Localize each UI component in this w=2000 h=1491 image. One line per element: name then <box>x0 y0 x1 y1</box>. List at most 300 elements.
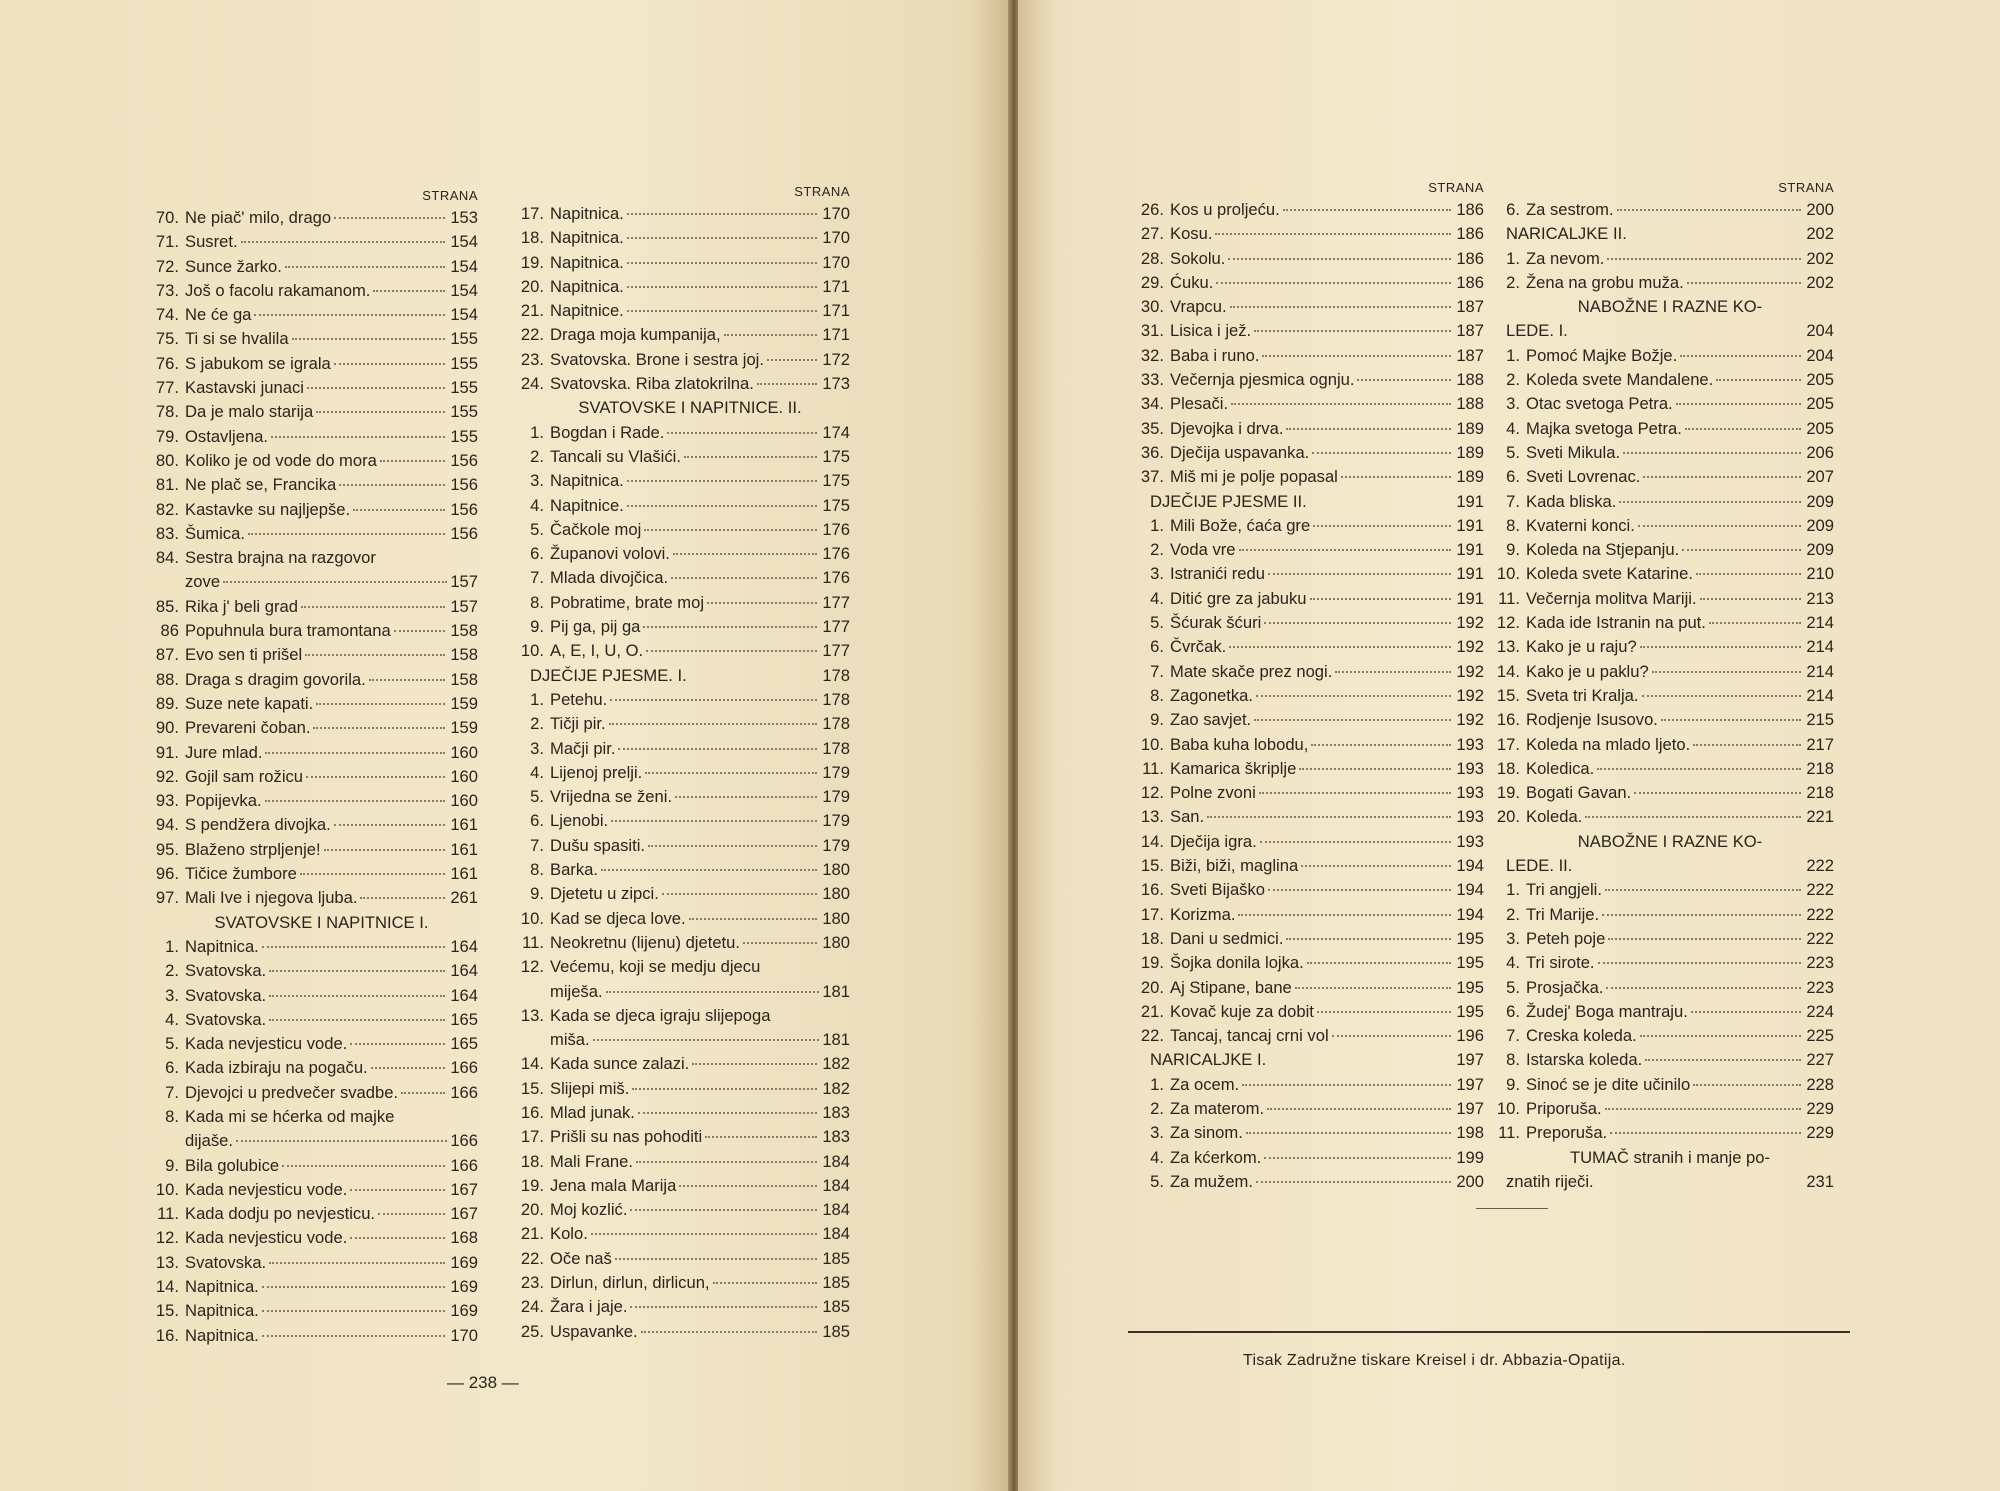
entry-number: 2. <box>165 961 179 981</box>
page-ref: 171 <box>822 301 850 321</box>
toc-entry <box>1130 733 1484 757</box>
entry-number: 5. <box>1506 442 1520 462</box>
entry-number: 33. <box>1140 370 1164 390</box>
leader-dots <box>1691 1011 1801 1013</box>
toc-entry <box>510 1271 850 1295</box>
page-ref: 223 <box>1806 977 1834 997</box>
toc-entry <box>1130 441 1484 465</box>
page-ref: 176 <box>822 519 850 539</box>
toc-entry <box>1130 538 1484 562</box>
toc-entry <box>1486 1121 1834 1145</box>
page-ref: 192 <box>1456 613 1484 633</box>
toc-entry <box>1486 611 1834 635</box>
page-ref: 202 <box>1806 224 1834 244</box>
entry-number: 8. <box>1506 515 1520 535</box>
leader-dots <box>615 1258 817 1260</box>
section-heading-text: DJEČIJE PJESME II. <box>1150 491 1307 511</box>
leader-dots <box>1264 622 1451 624</box>
leader-dots <box>611 820 817 822</box>
entry-number: 11. <box>522 932 544 952</box>
entry-title: Gojil sam rožicu <box>185 766 304 786</box>
page-ref: 166 <box>450 1082 478 1102</box>
entry-number: 7. <box>165 1082 179 1102</box>
entry-number: 7. <box>530 835 544 855</box>
page-ref: 170 <box>822 252 850 272</box>
entry-number: 11. <box>1498 588 1520 608</box>
page-ref: 154 <box>450 232 478 252</box>
leader-dots <box>1299 768 1451 770</box>
toc-entry <box>1486 1024 1834 1048</box>
leader-dots <box>313 727 445 729</box>
section-heading-text: NARICALJKE I. <box>1150 1050 1267 1070</box>
entry-title: Napitnica. <box>185 1277 259 1297</box>
entry-title: Evo sen ti prišel <box>185 645 303 665</box>
entry-title: Suze nete kapati. <box>185 693 314 713</box>
section-heading <box>1130 490 1484 514</box>
entry-number: 7. <box>1506 1026 1520 1046</box>
page-ref: 197 <box>1456 1050 1484 1070</box>
page-ref: 183 <box>822 1102 850 1122</box>
toc-entry <box>145 279 478 303</box>
entry-title: Ne će ga <box>185 305 252 325</box>
page-ref: 192 <box>1456 710 1484 730</box>
entry-title: Sveti Mikula. <box>1526 442 1621 462</box>
toc-entry <box>1130 198 1484 222</box>
entry-title: Plesači. <box>1170 394 1229 414</box>
toc-entry <box>1130 271 1484 295</box>
toc-entry <box>1130 684 1484 708</box>
entry-number: 2. <box>1506 272 1520 292</box>
entry-title: Otac svetoga Petra. <box>1526 394 1673 414</box>
toc-entry <box>1130 587 1484 611</box>
page-ref: 177 <box>822 592 850 612</box>
page-ref: 205 <box>1806 394 1834 414</box>
entry-title: Većemu, koji se medju djecu <box>550 957 761 977</box>
entry-title: Bogdan i Rade. <box>550 422 665 442</box>
section-heading-cont <box>1486 319 1834 343</box>
leader-dots <box>627 213 817 215</box>
toc-entry <box>1486 733 1834 757</box>
entry-number: 9. <box>1506 540 1520 560</box>
toc-entry <box>1130 344 1484 368</box>
entry-number: 19. <box>1140 953 1164 973</box>
toc-entry <box>1130 1146 1484 1170</box>
page-ref: 159 <box>450 718 478 738</box>
entry-number: 4. <box>530 762 544 782</box>
entry-title: Dirlun, dirlun, dirlicun, <box>550 1273 710 1293</box>
leader-dots <box>248 533 445 535</box>
toc-entry <box>1486 514 1834 538</box>
entry-number: 11. <box>1142 758 1164 778</box>
entry-title: Kada ide Istranin na put. <box>1526 613 1706 633</box>
entry-title: Kamarica škriplje <box>1170 758 1297 778</box>
leader-dots <box>1313 525 1451 527</box>
leader-dots <box>1645 1059 1801 1061</box>
page-ref: 187 <box>1456 321 1484 341</box>
toc-entry <box>510 348 850 372</box>
page-ref: 209 <box>1806 515 1834 535</box>
toc-entry <box>1486 417 1834 441</box>
entry-number: 20. <box>1140 977 1164 997</box>
toc-entry <box>510 1101 850 1125</box>
page-ref: 186 <box>1456 248 1484 268</box>
entry-number: 5. <box>1150 613 1164 633</box>
leader-dots <box>1311 744 1451 746</box>
leader-dots <box>371 1067 445 1069</box>
entry-title: Ostavljena. <box>185 426 269 446</box>
entry-title: Sunce žarko. <box>185 256 282 276</box>
page-ref: 183 <box>822 1127 850 1147</box>
entry-title: Čačkole moj <box>550 519 642 539</box>
entry-title: Napitnice. <box>550 301 624 321</box>
leader-dots <box>1638 525 1801 527</box>
toc-column-1 <box>145 188 478 1348</box>
page-ref: 164 <box>450 985 478 1005</box>
entry-title: Napitnica. <box>550 471 624 491</box>
page-ref: 159 <box>450 693 478 713</box>
entry-title: Bogati Gavan. <box>1526 783 1632 803</box>
entry-title: Popijevka. <box>185 791 262 811</box>
entry-number: 6. <box>1150 637 1164 657</box>
leader-dots <box>1238 914 1451 916</box>
toc-entry <box>1486 927 1834 951</box>
page-ref: 224 <box>1806 1001 1834 1021</box>
section-heading-text: NARICALJKE II. <box>1506 224 1627 244</box>
leader-dots <box>1619 501 1801 503</box>
entry-title: Kada izbiraju na pogaču. <box>185 1058 368 1078</box>
entry-number: 2. <box>1150 1098 1164 1118</box>
toc-entry <box>1130 417 1484 441</box>
leader-dots <box>1696 573 1801 575</box>
entry-number: 4. <box>1506 953 1520 973</box>
entry-number: 5. <box>1506 977 1520 997</box>
page-ref: 188 <box>1456 394 1484 414</box>
toc-entry <box>1130 708 1484 732</box>
page-ref: 169 <box>450 1301 478 1321</box>
entry-number: 1. <box>1150 515 1164 535</box>
page-ref: 186 <box>1456 272 1484 292</box>
page-ref: 158 <box>450 669 478 689</box>
entry-number: 18. <box>520 1151 544 1171</box>
toc-entry <box>510 1125 850 1149</box>
entry-title: Za ocem. <box>1170 1074 1240 1094</box>
page-ref: 154 <box>450 256 478 276</box>
entry-title: Mili Bože, ćaća gre <box>1170 515 1311 535</box>
entry-title: Jena mala Marija <box>550 1175 677 1195</box>
entry-title: Napitnice. <box>550 495 624 515</box>
leader-dots <box>1307 962 1451 964</box>
leader-dots <box>269 995 445 997</box>
entry-title: Kada dodju po nevjesticu. <box>185 1204 376 1224</box>
leader-dots <box>334 363 445 365</box>
page-ref: 164 <box>450 961 478 981</box>
toc-entry <box>145 376 478 400</box>
entry-title: Napitnica. <box>550 228 624 248</box>
entry-number: 28. <box>1140 248 1164 268</box>
leader-dots <box>282 1165 445 1167</box>
page-ref: 156 <box>450 499 478 519</box>
entry-title: Svatovska. Riba zlatokrilna. <box>550 374 754 394</box>
page-ref: 165 <box>450 1034 478 1054</box>
entry-title: Djetetu u zipci. <box>550 884 659 904</box>
entry-title: Napitnica. <box>550 252 624 272</box>
page-ref: 177 <box>822 617 850 637</box>
entry-number: 95. <box>155 839 179 859</box>
page-ref: 172 <box>822 349 850 369</box>
entry-number: 24. <box>520 1297 544 1317</box>
entry-title: Kvaterni konci. <box>1526 515 1635 535</box>
entry-number: 3. <box>1506 928 1520 948</box>
entry-title: Napitnica. <box>550 204 624 223</box>
page-ref: 207 <box>1806 467 1834 487</box>
leader-dots <box>1685 428 1801 430</box>
toc-entry <box>510 737 850 761</box>
entry-title: Ćuku. <box>1170 272 1214 292</box>
toc-entry <box>510 591 850 615</box>
page-ref: 171 <box>822 325 850 345</box>
toc-entry <box>145 1008 478 1032</box>
leader-dots <box>606 991 820 993</box>
page-ref: 185 <box>822 1273 850 1293</box>
toc-entry <box>510 931 850 955</box>
entry-number: 4. <box>1506 418 1520 438</box>
page-ref: 218 <box>1806 758 1834 778</box>
toc-column-3 <box>1130 180 1484 1194</box>
leader-dots <box>265 800 445 802</box>
toc-entry <box>145 1299 478 1323</box>
page-ref: 181 <box>822 1030 850 1050</box>
page-ref: 202 <box>1806 248 1834 268</box>
page-ref: 157 <box>450 596 478 616</box>
entry-number: 77. <box>155 378 179 398</box>
page-ref: 164 <box>450 936 478 956</box>
entry-number: 12. <box>1140 783 1164 803</box>
leader-dots <box>1693 744 1801 746</box>
page-ref: 178 <box>822 665 850 685</box>
section-heading: SVATOVSKE I NAPITNICE I. <box>214 912 429 932</box>
leader-dots <box>630 1209 817 1211</box>
page-ref: 184 <box>822 1200 850 1220</box>
toc-entry-cont <box>510 1028 850 1052</box>
page-ref: 221 <box>1806 807 1834 827</box>
page-ref: 227 <box>1806 1050 1834 1070</box>
entry-title: Pij ga, pij ga <box>550 617 641 637</box>
leader-dots <box>609 723 817 725</box>
entry-title: Dani u sedmici. <box>1170 928 1284 948</box>
entry-title: Vrijedna se ženi. <box>550 787 673 807</box>
leader-dots <box>269 970 445 972</box>
leader-dots <box>1242 1084 1451 1086</box>
entry-number: 1. <box>1506 248 1520 268</box>
entry-number: 20. <box>520 1200 544 1220</box>
toc-entry <box>145 741 478 765</box>
toc-entry <box>510 785 850 809</box>
entry-number: 84. <box>155 548 179 568</box>
entry-title: Svatovska. <box>185 1009 267 1029</box>
entry-title: Kolo. <box>550 1224 588 1244</box>
leader-dots <box>662 893 817 895</box>
entry-number: 13. <box>155 1252 179 1272</box>
leader-dots <box>1623 452 1801 454</box>
page-ref: 222 <box>1806 856 1834 876</box>
entry-title: Lijenoj prelji. <box>550 762 643 782</box>
toc-entry <box>145 1178 478 1202</box>
toc-entry <box>1130 878 1484 902</box>
entry-title: Žena na grobu muža. <box>1526 272 1684 292</box>
toc-entry <box>145 327 478 351</box>
entry-number: 7. <box>1506 491 1520 511</box>
entry-title: Svatovska. <box>185 985 267 1005</box>
page-ref: 191 <box>1456 515 1484 535</box>
leader-dots <box>627 310 817 312</box>
leader-dots <box>627 505 817 507</box>
entry-title: Večernja molitva Mariji. <box>1526 588 1697 608</box>
page-ref: 215 <box>1806 710 1834 730</box>
entry-number: 10. <box>520 641 544 661</box>
leader-dots <box>1231 403 1451 405</box>
toc-entry <box>1130 1170 1484 1194</box>
entry-title: Korizma. <box>1170 904 1236 924</box>
entry-number: 78. <box>155 402 179 422</box>
toc-entry <box>145 789 478 813</box>
toc-entry <box>510 907 850 931</box>
leader-dots <box>324 849 445 851</box>
toc-entry <box>145 886 478 910</box>
entry-number: 3. <box>1150 1123 1164 1143</box>
leader-dots <box>262 946 445 948</box>
entry-number: 3. <box>530 738 544 758</box>
toc-entry <box>145 1202 478 1226</box>
entry-number: 37. <box>1140 467 1164 487</box>
entry-title: Voda vre <box>1170 540 1236 560</box>
toc-entry <box>145 1226 478 1250</box>
leader-dots <box>1254 719 1451 721</box>
leader-dots <box>350 1189 445 1191</box>
entry-title: Koledica. <box>1526 758 1595 778</box>
entry-number: 13. <box>1140 807 1164 827</box>
leader-dots <box>1335 671 1451 673</box>
entry-title-cont: miješa. <box>550 981 603 1001</box>
page-ref: 213 <box>1806 588 1834 608</box>
entry-number: 79. <box>155 426 179 446</box>
leader-dots <box>1606 987 1801 989</box>
toc-entry-cont <box>145 1129 478 1153</box>
toc-entry <box>1486 490 1834 514</box>
entry-title: Svatovska. <box>185 961 267 981</box>
leader-dots <box>713 1282 817 1284</box>
entry-title: Petehu. <box>550 689 608 709</box>
page-ref: 200 <box>1806 200 1834 219</box>
leader-dots <box>378 1213 445 1215</box>
entry-title: S jabukom se igrala <box>185 353 331 373</box>
entry-title: Sinoć se je dite učinilo <box>1526 1074 1691 1094</box>
toc-entry <box>1130 757 1484 781</box>
page-ref: 161 <box>450 839 478 859</box>
entry-number: 22. <box>520 1248 544 1268</box>
page-ref: 214 <box>1806 637 1834 657</box>
toc-entry <box>1486 271 1834 295</box>
entry-number: 75. <box>155 329 179 349</box>
toc-entry <box>145 449 478 473</box>
entry-number: 83. <box>155 523 179 543</box>
leader-dots <box>1259 792 1451 794</box>
leader-dots <box>1286 428 1451 430</box>
entry-number: 8. <box>530 592 544 612</box>
entry-title: Kos u proljeću. <box>1170 200 1280 219</box>
leader-dots <box>743 942 817 944</box>
page-ref: 167 <box>450 1179 478 1199</box>
toc-entry <box>1486 538 1834 562</box>
entry-title: Pobratime, brate moj <box>550 592 705 612</box>
entry-title: Napitnica. <box>185 1301 259 1321</box>
page-ref: 195 <box>1456 977 1484 997</box>
toc-entry <box>1486 903 1834 927</box>
page-ref: 160 <box>450 742 478 762</box>
column-header: STRANA <box>794 184 850 199</box>
leader-dots <box>262 1310 445 1312</box>
page-ref: 195 <box>1456 953 1484 973</box>
leader-dots <box>671 577 817 579</box>
toc-entry <box>510 226 850 250</box>
entry-title: Blaženo strpljenje! <box>185 839 321 859</box>
leader-dots <box>1598 962 1801 964</box>
entry-title: Tri Marije. <box>1526 904 1600 924</box>
page-ref: 218 <box>1806 783 1834 803</box>
toc-entry <box>1130 951 1484 975</box>
leader-dots <box>1268 889 1451 891</box>
entry-number: 10. <box>1496 564 1520 584</box>
page-ref: 157 <box>450 572 478 592</box>
leader-dots <box>353 509 445 511</box>
toc-entry <box>145 546 478 570</box>
page-ref: 198 <box>1456 1123 1484 1143</box>
entry-number: 20. <box>520 276 544 296</box>
page-ref: 214 <box>1806 661 1834 681</box>
entry-title: Dušu spasiti. <box>550 835 645 855</box>
entry-title: Popuhnula bura tramontana <box>185 621 391 641</box>
entry-number: 2. <box>1506 904 1520 924</box>
toc-entry <box>510 1150 850 1174</box>
entry-title: Uspavanke. <box>550 1321 638 1341</box>
page-ref: 210 <box>1806 564 1834 584</box>
toc-entry <box>510 275 850 299</box>
leader-dots <box>350 1043 445 1045</box>
toc-entry <box>510 882 850 906</box>
toc-entry <box>145 303 478 327</box>
page-ref: 188 <box>1456 370 1484 390</box>
page-ref: 202 <box>1806 272 1834 292</box>
page-ref: 191 <box>1456 540 1484 560</box>
page-ref: 197 <box>1456 1074 1484 1094</box>
entry-number: 85. <box>155 596 179 616</box>
leader-dots <box>316 703 445 705</box>
page-ref: 158 <box>450 645 478 665</box>
toc-entry <box>1486 781 1834 805</box>
leader-dots <box>1643 476 1801 478</box>
entry-title: Kada nevjesticu vode. <box>185 1179 348 1199</box>
leader-dots <box>627 262 817 264</box>
entry-title: Čvrčak. <box>1170 637 1227 657</box>
page-ref: 180 <box>822 908 850 928</box>
leader-dots <box>767 359 817 361</box>
leader-dots <box>269 1019 445 1021</box>
page-ref: 191 <box>1456 491 1484 511</box>
section-heading-text: znatih riječi. <box>1506 1171 1594 1191</box>
entry-title: Rodjenje Isusovo. <box>1526 710 1658 730</box>
entry-number: 5. <box>1150 1171 1164 1191</box>
column-header: STRANA <box>1428 180 1484 195</box>
toc-entry <box>1486 1097 1834 1121</box>
